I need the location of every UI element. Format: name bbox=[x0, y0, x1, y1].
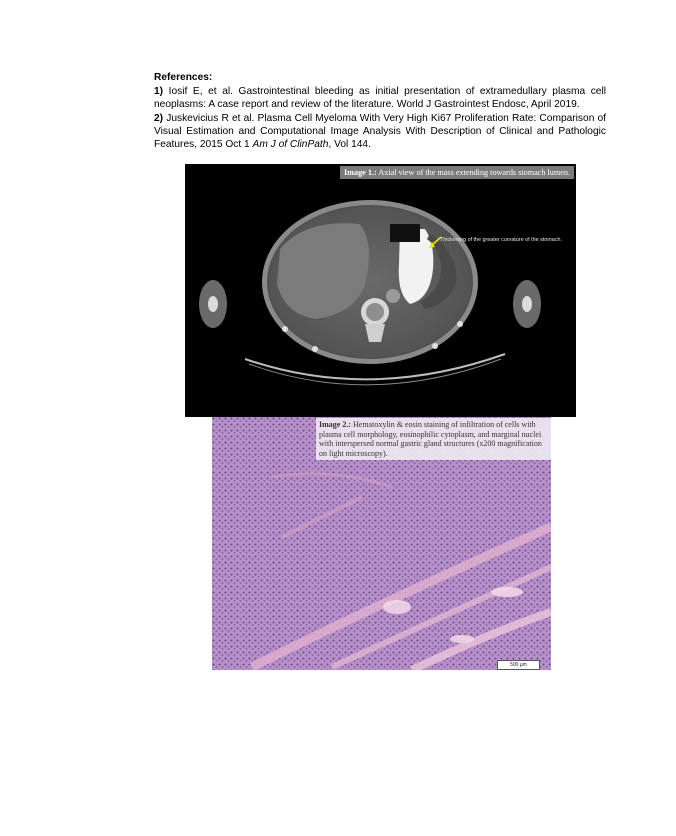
reference-journal: Am J of ClinPath bbox=[252, 139, 329, 151]
image2-caption-text: Hematoxylin & eosin staining of infiltration of cells with plasma cell morphology, eosinophilic cytoplasm, and marginal nuclei with interspersed normal gastric gland structures (x200 magnification on light microscopy). bbox=[319, 420, 542, 458]
reference-item-1 bbox=[154, 85, 606, 111]
reference-text: Iosif E, et al. Gastrointestinal bleeding as initial presentation of extramedullary plasma cell neoplasms: A case report and review of the literature. World J Gastrointest Endosc, April 2019. bbox=[154, 86, 606, 111]
reference-item-2 bbox=[154, 112, 606, 152]
reference-text-end: , Vol 144. bbox=[328, 139, 371, 151]
ct-scan-image bbox=[185, 164, 576, 417]
ct-scan-drawing bbox=[185, 164, 576, 417]
image2-caption-label: Image 2.: bbox=[319, 420, 351, 429]
image1-caption bbox=[340, 166, 574, 179]
scale-bar: 500 µm bbox=[497, 660, 540, 670]
image1-caption-label: Image 1.: bbox=[343, 168, 377, 177]
reference-number: 2) bbox=[154, 112, 164, 124]
image2-caption bbox=[316, 418, 551, 460]
reference-text: Juskevicius R et al. Plasma Cell Myeloma With Very High Ki67 Proliferation Rate: Comparison of Visual Estimation and Computational Image Analysis With Description of Clinical and Pathologic Features, 2015 Oct 1 bbox=[154, 112, 606, 151]
references-heading: References: bbox=[154, 72, 213, 83]
histology-image bbox=[212, 417, 551, 670]
reference-number: 1) bbox=[154, 86, 164, 98]
ct-annotation: Thickening of the greater curvature of the stomach. bbox=[440, 237, 562, 243]
references-section bbox=[154, 71, 606, 151]
image1-caption-text: Axial view of the mass extending towards stomach lumen. bbox=[376, 168, 570, 177]
